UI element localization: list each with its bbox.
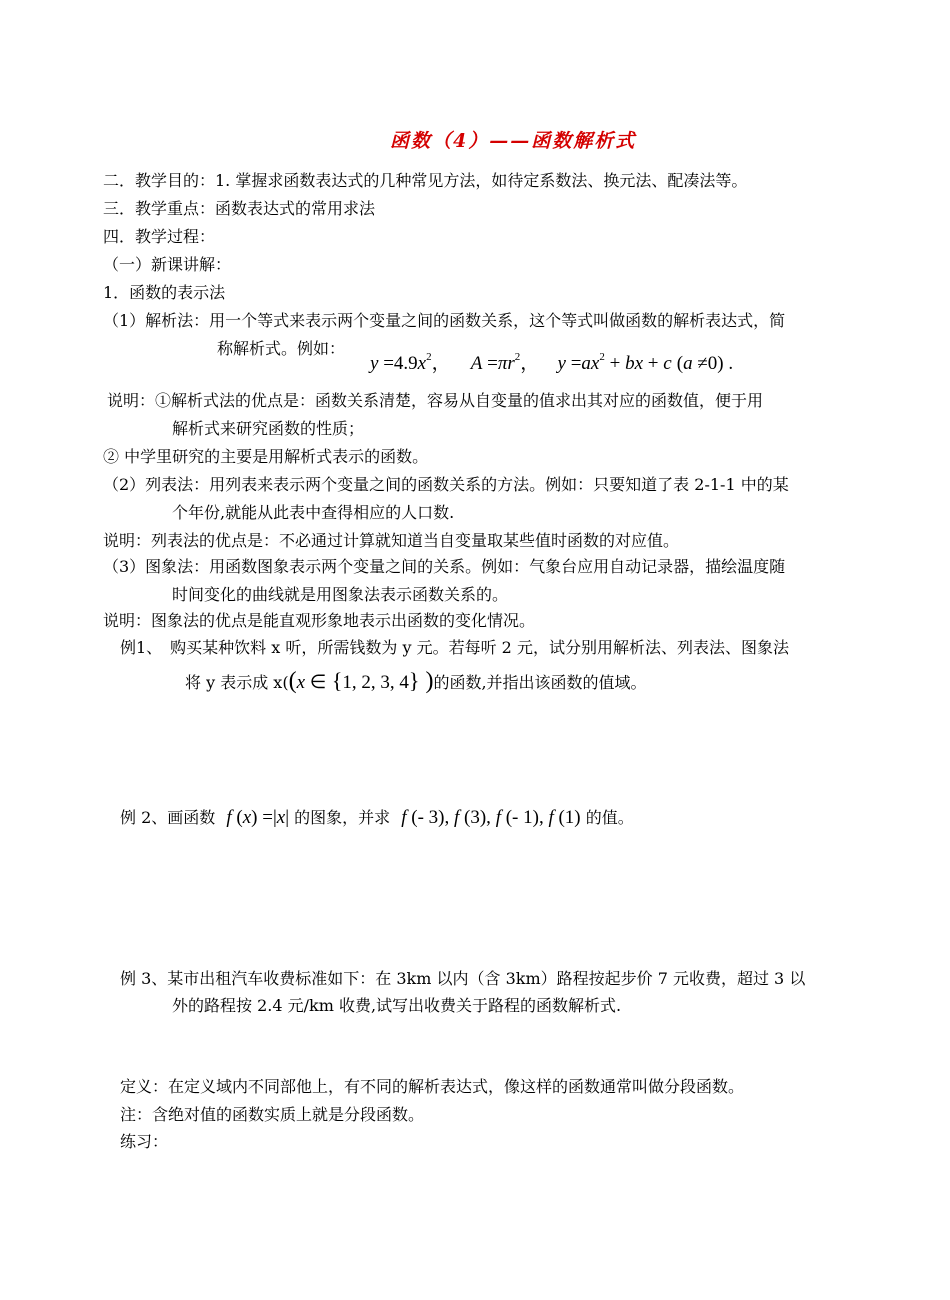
example1-line1: 例1、 购买某种饮料 x 听，所需钱数为 y 元。若每听 2 元，试分别用解析法、列表法、图象法 xyxy=(120,638,789,657)
practice-label: 练习： xyxy=(120,1132,169,1151)
objective-line: 二．教学目的：1. 掌握求函数表达式的几种常见方法，如待定系数法、换元法、配凑法等。 xyxy=(103,171,748,190)
definition-line: 定义：在定义域内不同部他上，有不同的解析表达式，像这样的函数通常叫做分段函数。 xyxy=(120,1077,745,1096)
note-line: 注：含绝对值的函数实质上就是分段函数。 xyxy=(120,1105,425,1124)
example2-line: 例 2、画函数 f (x) =|x| 的图象，并求 f (- 3), f (3), f (- 1), f (1) 的值。 xyxy=(120,807,634,828)
example3-line1: 例 3、某市出租汽车收费标准如下：在 3km 以内（含 3km）路程按起步价 7 元收费，超过 3 以 xyxy=(120,969,806,988)
key-point-line: 三．教学重点：函数表达式的常用求法 xyxy=(103,199,376,218)
subsection-heading: 1．函数的表示法 xyxy=(103,283,226,302)
example1-line2: 将 y 表示成 x((x ∈ {1, 2, 3, 4} )的函数,并指出该函数的值域。 xyxy=(185,668,647,694)
analytic-method-line: （1）解析法：用一个等式来表示两个变量之间的函数关系，这个等式叫做函数的解析表达式，简 xyxy=(103,311,786,330)
note-table-line: 说明：列表法的优点是：不必通过计算就知道当自变量取某些值时函数的对应值。 xyxy=(103,531,680,550)
section-heading: （一）新课讲解： xyxy=(103,255,232,274)
note-analytic-line1: 说明：①解析式法的优点是：函数关系清楚，容易从自变量的值求出其对应的函数值，便于用 xyxy=(107,391,764,410)
graph-method-line: （3）图象法：用函数图象表示两个变量之间的关系。例如：气象台应用自动记录器，描绘温度随 xyxy=(103,557,786,576)
example3-line2: 外的路程按 2.4 元/km 收费,试写出收费关于路程的函数解析式. xyxy=(172,996,622,1015)
note-analytic-line3: ② 中学里研究的主要是用解析式表示的函数。 xyxy=(103,447,429,466)
analytic-formulas: $y =4.9x^2$， $A =\pi r^2$， $y =ax^2$ + bx + c (a ≠0) . xyxy=(370,351,734,374)
table-method-line: （2）列表法：用列表来表示两个变量之间的函数关系的方法。例如：只要知道了表 2-1-1 中的某 xyxy=(103,475,789,494)
process-heading: 四．教学过程： xyxy=(103,227,216,246)
graph-method-line2: 时间变化的曲线就是用图象法表示函数关系的。 xyxy=(172,585,509,604)
analytic-example-label: 称解析式。例如： xyxy=(217,339,346,358)
note-analytic-line2: 解析式来研究函数的性质； xyxy=(172,419,365,438)
note-graph-line: 说明：图象法的优点是能直观形象地表示出函数的变化情况。 xyxy=(103,611,536,630)
page-title: 函数（4）——函数解析式 xyxy=(390,130,637,152)
table-method-line2: 个年份,就能从此表中查得相应的人口数. xyxy=(172,503,455,522)
